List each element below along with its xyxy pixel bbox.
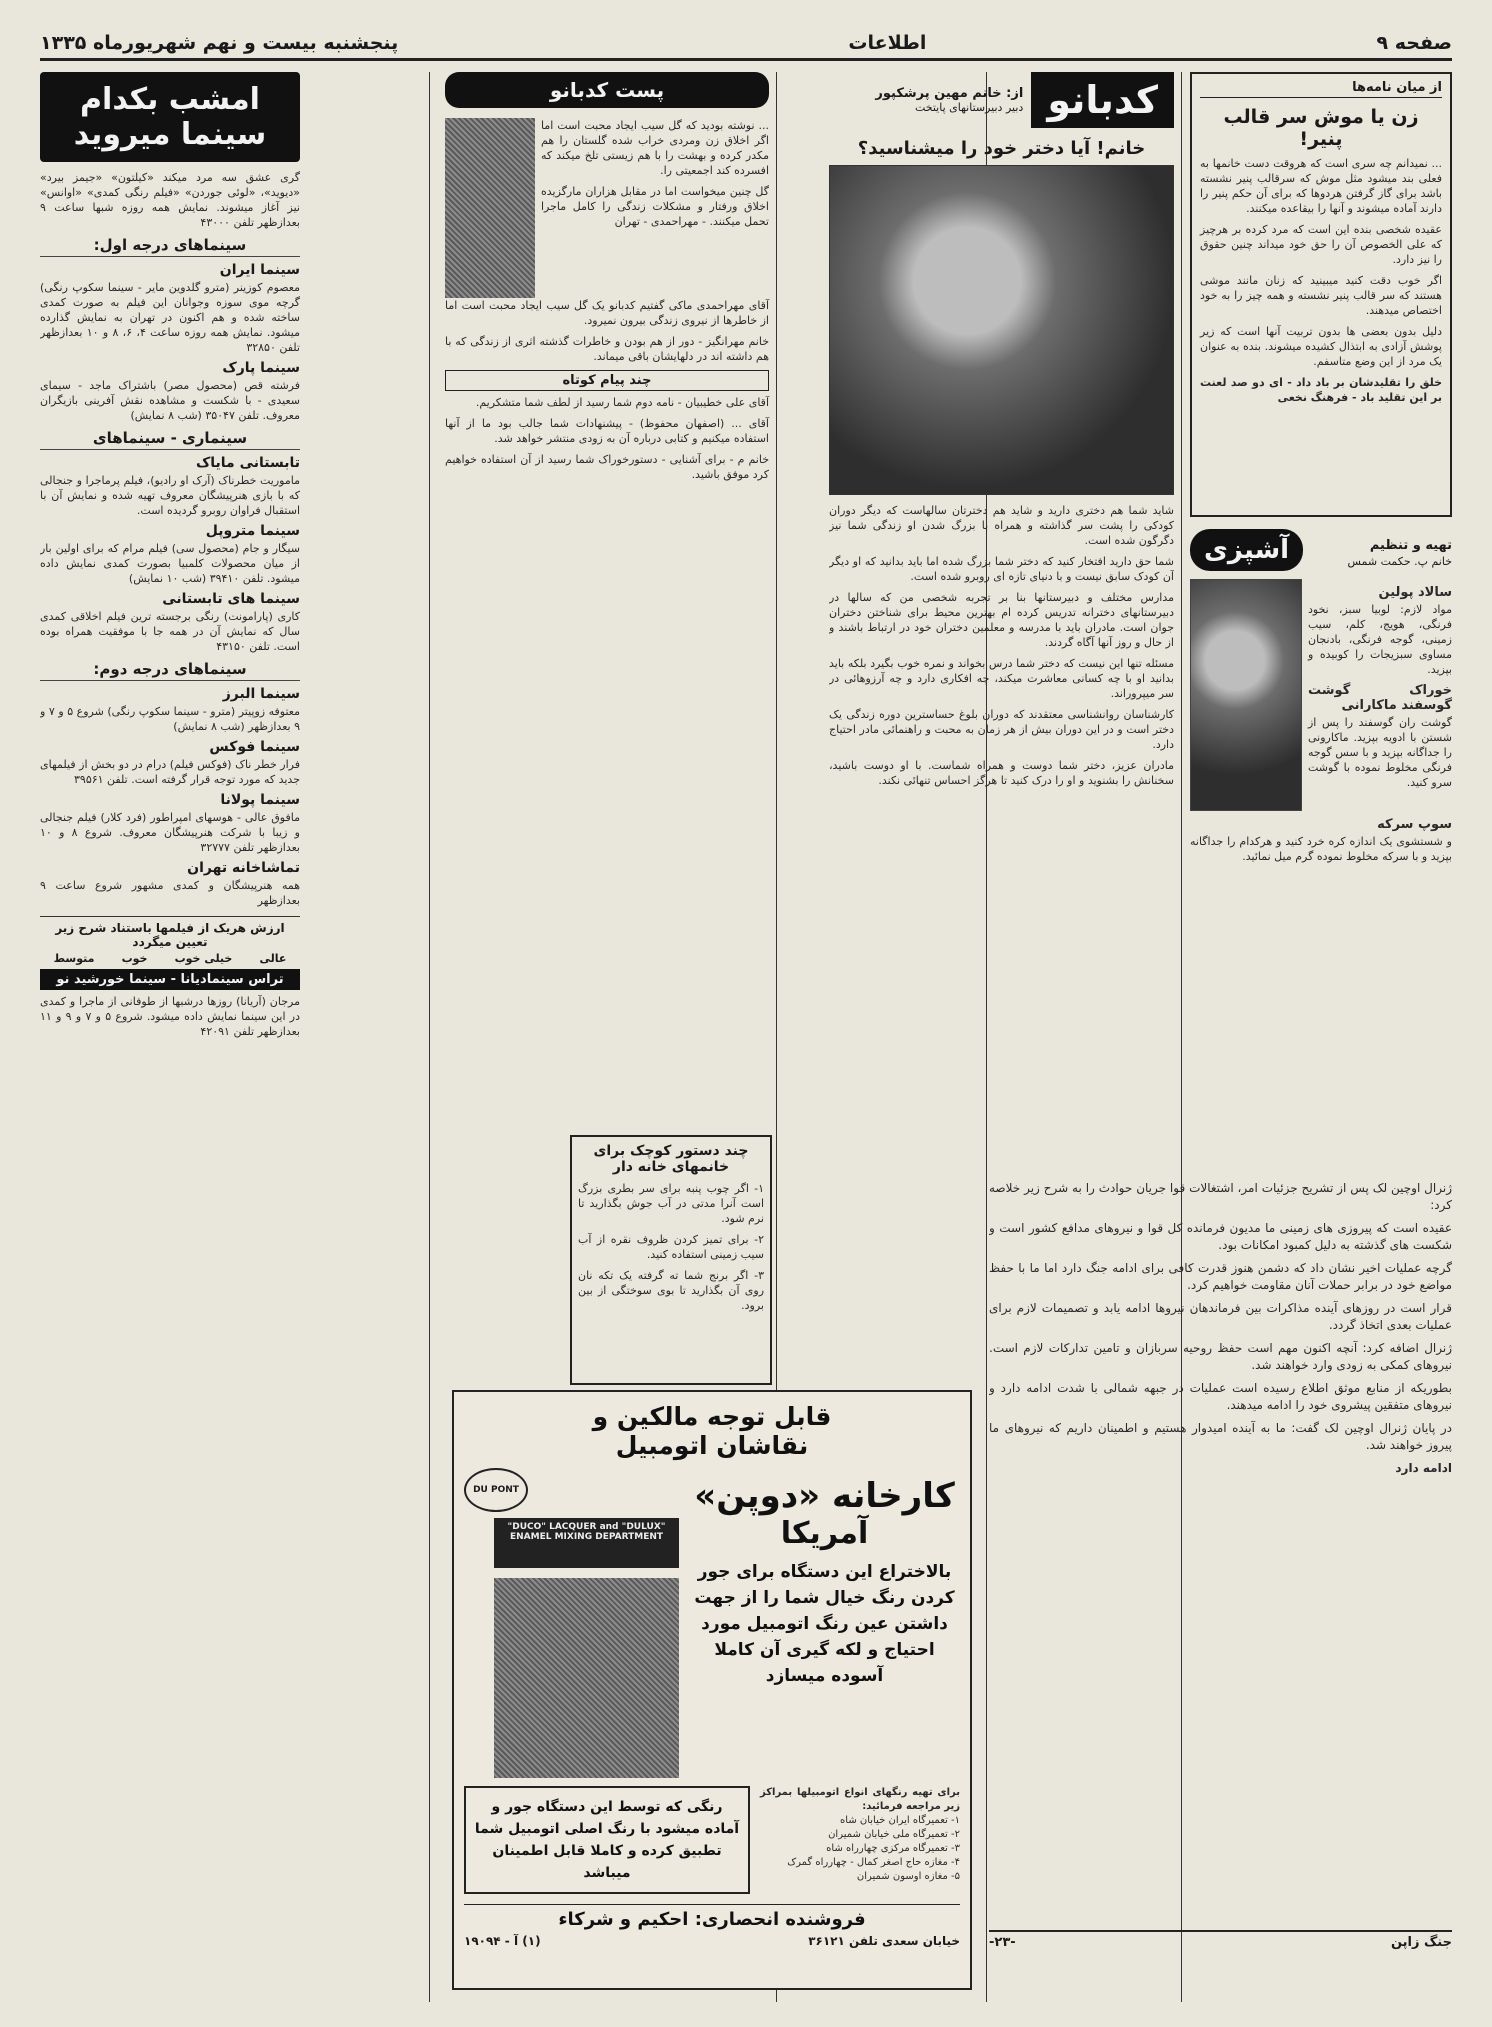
ad-brand: کارخانه «دوپن»: [694, 1476, 955, 1516]
recipe-author: خانم پ. حکمت شمس: [1347, 555, 1452, 568]
rating-col: خیلی خوب: [174, 952, 233, 965]
katbanoo-paragraph: مسئله تنها این نیست که دختر شما درس بخواند و نمره خوب بگیرد بلکه باید بدانید او با چه کسانی معاشرت میکند، چه افکاری دارد و چه آرزوهائی در سر میپروراند.: [829, 657, 1174, 700]
dupont-ad: [452, 1390, 972, 1990]
cinema-name: سینما های تابستانی: [162, 591, 300, 607]
news-column: [989, 1180, 1452, 1960]
news-footer-number: -۲۳-: [989, 1935, 1016, 1950]
cinema-name: سینما البرز: [222, 686, 300, 702]
katbanoo-byline-block: [875, 86, 1023, 114]
recipe-row: [1190, 579, 1452, 811]
rating-col: عالی: [259, 952, 287, 965]
news-footer: [989, 1930, 1452, 1950]
post-letters-more: [445, 298, 769, 364]
dish-name: سوپ سرکه: [1377, 817, 1452, 832]
recipe-logo: آشپزی: [1190, 529, 1303, 571]
paper-name: اطلاعات: [848, 32, 927, 54]
cinema-banner: امشب بکدام سینما میروید: [40, 72, 300, 162]
tips-box: [570, 1135, 772, 1385]
letters-paragraph: ... نمیدانم چه سری است که هروقت دست خانمها به فعلی بند میشود مثل موش که سرقالب پنیر نشسته باشد برای گاز گرفتن هردوها که برای آن حکم پنیر را دارند آماده میشوند و آنها را بیقاعده میکنند.: [1200, 157, 1442, 215]
cinema-section-title: سینماهای درجه اول:: [40, 236, 300, 257]
tip-item: ۱- اگر چوب پنبه برای سر بطری بزرگ است آنرا مدتی در آب جوش بگذارید تا نرم شود.: [578, 1182, 764, 1225]
dealer-item: ۱- تعمیرگاه ایران خیابان شاه: [840, 1815, 960, 1826]
cinema-name: سینما پولانا: [220, 792, 300, 808]
news-paragraph: ژنرال اضافه کرد: آنچه اکنون مهم است حفظ روحیه سربازان و تامین تدارکات لازم است. نیروهای کمکی به زودی وارد خواهند شد.: [989, 1341, 1452, 1372]
issue-date: پنجشنبه بیست و نهم شهریورماه ۱۳۳۵: [40, 32, 399, 54]
ad-seller: فروشنده انحصاری: احکیم و شرکاء: [464, 1904, 960, 1930]
letters-paragraph: عقیده شخصی بنده این است که مرد کرده بر هرچیز که علی الخصوص آن را حق خود میداند چنین حقوق را نیز دارد.: [1200, 223, 1442, 266]
rating-col: متوسط: [53, 952, 95, 965]
cinema-text: کاری (پارامونت) رنگی برجسته ترین فیلم اخلاقی کمدی سال که نمایش آن در همه جا با موفقیت همراه بوده است. تلفن ۴۳۱۵۰: [40, 610, 300, 653]
cinema-column: [40, 72, 300, 2002]
news-paragraph: گرچه عملیات اخیر نشان داد که دشمن هنوز قدرت کافی برای ادامه جنگ دارد اما ما با حفظ مواضع خود در برابر حملات آنان مقاومت خواهیم کرد.: [989, 1261, 1452, 1292]
post-letter: [541, 118, 769, 298]
post-paragraph: خانم م - برای آشنایی - دستورخوراک شما رسید از آن استفاده خواهیم کرد موفق باشید.: [445, 453, 769, 481]
lower-cinema-text: مرجان (آریانا) روزها درشبها از طوفانی از ماجرا و کمدی در این سینما نمایش داده میشود. شروع ۵ و ۷ و ۹ و ۱۱ بعدازظهر تلفن ۴۲۰۹۱: [40, 995, 300, 1038]
cinema-name: تماشاخانه تهران: [187, 860, 300, 876]
ad-footer-row: [464, 1934, 960, 1948]
katbanoo-headline: خانم! آیا دختر خود را میشناسید؟: [857, 138, 1146, 159]
dish-text: مواد لازم: لوبیا سبز، نخود فرنگی، هویج، کلم، سیب زمینی، گوجه فرنگی، بادنجان مساوی سبزیجات را کوبیده و بپزید.: [1308, 603, 1452, 676]
short-messages: [445, 395, 769, 482]
machine-sign: [494, 1518, 679, 1568]
news-paragraph: در پایان ژنرال اوچین لک گفت: ما به آینده امیدوار هستیم و اطمینان داریم که نیروهای ما پیروز خواهند شد.: [989, 1421, 1452, 1452]
post-paragraph: آقای علی خطیبیان - نامه دوم شما رسید از لطف شما متشکریم.: [475, 396, 769, 409]
mirror-photo: [829, 165, 1174, 495]
news-paragraph: قرار است در روزهای آینده مذاکرات بین فرماندهان نیروها ادامه یابد و تصمیمات لازم برای عملیات بعدی اتخاذ گردد.: [989, 1301, 1452, 1332]
recipe-header: [1190, 529, 1452, 571]
recipe-dish: [1308, 579, 1452, 811]
machine-sign-text: ENAMEL MIXING DEPARTMENT: [509, 1532, 664, 1542]
page-number: صفحه ۹: [1376, 32, 1452, 54]
cinema-text: معتوفه زوپیتر (مترو - سینما سکوپ رنگی) شروع ۵ و ۷ و ۹ بعدازظهر (شب ۸ نمایش): [40, 705, 300, 733]
right-column: [1190, 72, 1452, 1172]
recipe-heading: تهیه و تنظیم: [1369, 538, 1452, 553]
dealer-item: ۴- مغازه حاج اصغر کمال - چهارراه گمرک: [787, 1857, 960, 1868]
ad-machine-illustration: [464, 1468, 679, 1778]
ad-number: (۱) آ - ۱۹۰۹۴: [464, 1934, 541, 1948]
dish-name: خوراک گوشت گوسفند ماکارانی: [1308, 683, 1452, 713]
katbanoo-sub: دبیر دبیرستانهای پایتخت: [914, 101, 1024, 114]
katbanoo-paragraph: کارشناسان روانشناسی معتقدند که دوران بلوغ حساسترین دوره زندگی یک دختر است و در این دوران بیش از هر زمان به محبت و راهنمائی مادر احتیاج دارد.: [829, 708, 1174, 751]
dealers-heading: برای تهیه رنگهای انواع اتومبیلها بمراکز زیر مراجعه فرمائید:: [760, 1787, 960, 1812]
news-paragraph: بطوریکه از منابع موثق اطلاع رسیده است عملیات در جبهه شمالی با شدت ادامه دارد و نیروهای متفقین پیشروی خود را ادامه میدهند.: [989, 1381, 1452, 1412]
cinema-name: سینما ایران: [219, 262, 300, 278]
rating-table-header: ارزش هریک از فیلمها باستناد شرح زیر تعیین میگردد: [40, 916, 300, 949]
news-footer-name: جنگ زاپن: [1390, 1935, 1452, 1950]
cinema-name: تابستانی مایاک: [195, 455, 300, 471]
recipe-woman-illustration: [1190, 579, 1302, 811]
ad-brand-block: [689, 1468, 960, 1778]
short-messages-heading: چند پیام کوتاه: [445, 370, 769, 391]
post-paragraph: گل چنین میخواست اما در مقابل هزاران مارگزیده اخلاق ورفتار و مشکلات زندگی را کامل ماجرا تحمل میکنند. - مهراحمدی - تهران: [541, 185, 769, 228]
cinema-text: معصوم کوزینر (مترو گلدوین مایر - سینما سکوپ رنگی) گرچه موی سوزه وجوانان این فیلم به صورت کمدی ساخته شده و هم اکنون در تهران به نمایش گذارده میشود. نمایش همه روزه ساعت ۴، ۶، ۸ و ۱۰ بعدازظهر تلفن ۳۲۸۵۰: [40, 281, 300, 354]
cinema-name: سینما فوکس: [209, 739, 300, 755]
post-paragraph: ... نوشته بودید که گل سیب ایجاد محبت است اما اگر اخلاق زن ومردی خراب شده گلستان را هم مکدر کرده و بهشت را با هم زیستی تلخ میکند که افسرده کند اجمعیتی را.: [541, 119, 769, 177]
news-paragraph: عقیده است که پیروزی های زمینی ما مدیون فرمانده کل قوا و نیروهای مدافع کشور است و شکست های گذشته به دلیل کمبود امکانات بود.: [989, 1221, 1452, 1252]
post-paragraph: آقای ... (اصفهان محفوظ) - پیشنهادات شما جالب بود ما از آنها استفاده میکنیم و کتابی درباره آن به زودی منتشر خواهد شد.: [445, 417, 769, 445]
katbanoo-logo: کدبانو: [1031, 72, 1174, 128]
katbanoo-photo: [829, 165, 1174, 495]
post-paragraph: آقای مهراحمدی ماکی گفتیم کدبانو یک گل سیب ایجاد محبت است اما از خاطرها از نیروی زندگی بیرون نمیرود.: [445, 299, 769, 327]
tips-list: [578, 1181, 764, 1313]
letters-paragraph: دلیل بدون بعضی ها بدون تربیت آنها است که زیر پوشش آزادی به ابتذال کشیده میشوند. بنده به عنوان یک مرد از این وضع متاسفم.: [1200, 325, 1442, 368]
katbanoo-paragraph: شاید شما هم دختری دارید و شاید هم دخترتان سالهاست که دیگر دوران کودکی را پشت سر گذاشته و همراه با بزرگ شدن او زندگی شما نیز دگرگون شده است.: [829, 504, 1174, 547]
writer-illustration: [445, 118, 535, 298]
ad-guarantee-box: رنگی که توسط این دستگاه جور و آماده میشود با رنگ اصلی اتومبیل شما تطبیق کرده و کاملا قابل اطمینان میباشد: [464, 1786, 750, 1894]
rating-col: خوب: [121, 952, 148, 965]
cinema-text: ماموریت خطرناک (آرک او رادیو)، فیلم پرماجرا و جنجالی که با بازی هنرپیشگان معروف تهیه شده و نمایش آن با استقبال فراوان روبرو گردیده است.: [40, 474, 300, 517]
lower-cinema-heading: تراس سینمادیانا - سینما خورشید نو: [40, 969, 300, 990]
cinema-text: سیگار و جام (محصول سی) فیلم مرام که برای اولین بار از میان محصولات کلمبیا بصورت کمدی نمایش داده میشود. تلفن ۳۹۴۱۰ (شب ۱۰ نمایش): [40, 542, 300, 585]
katbanoo-paragraph: شما حق دارید افتخار کنید که دختر شما بزرگ شده اما باید بدانید که او دیگر آن کودک سابق نیست و با دنیای تازه ای روبرو شده است.: [829, 555, 1174, 583]
news-paragraph: ژنرال اوچین لک پس از تشریح جزئیات امر، اشتغالات قوا جریان حوادث را به شرح زیر خلاصه کرد:: [989, 1181, 1452, 1212]
dealer-item: ۲- تعمیرگاه ملی خیابان شمیران: [828, 1829, 960, 1840]
post-paragraph: خانم مهرانگیز - دور از هم بودن و خاطرات گذشته اثری از زندگی که با هم داشته اند در دلهایشان باقی میماند.: [445, 335, 769, 363]
cinema-section-title: سینماهای درجه دوم:: [40, 660, 300, 681]
post-column: [437, 72, 777, 1152]
news-paragraph: ادامه دارد: [1395, 1461, 1452, 1475]
cinema-intro: گری عشق سه مرد میکند «کیلتون» «جیمز بیرد» «دیوید»، «لوئی جوردن» «فیلم رنگی کمدی» «اوانس» نیز آغاز میشوند. نمایش همه روزه شبها ساعت ۹ بعدازظهر تلفن ۴۳۰۰۰: [40, 171, 300, 229]
dealer-item: ۵- مغازه اوسون شمیران: [856, 1871, 960, 1882]
letters-headline: زن یا موش سر قالب پنیر!: [1223, 106, 1419, 150]
machine-shelves: [494, 1578, 679, 1778]
letters-body: [1200, 156, 1442, 405]
ad-dealers: [760, 1786, 960, 1894]
cinema-name: سینما پارک: [222, 360, 300, 376]
cinema-text: فرشته قص (محصول مصر) باشتراک ماجد - سیمای سعیدی - با شکست و مشاهده نقش آفرینی بازیگران معروف. تلفن ۳۵۰۴۷ (شب ۸ نمایش): [40, 379, 300, 422]
dish-text: و شستشوی یک اندازه کره خرد کنید و هرکدام را جداگانه بپزید و با سرکه مخلوط نموده گرم میل نمائید.: [1190, 835, 1452, 863]
ad-claim: بالاختراع این دستگاه برای جور کردن رنگ خیال شما را از جهت داشتن عین رنگ اتومبیل مورد احتیاج و لکه گیری آن کاملا آسوده میسازد: [694, 1562, 955, 1686]
cinema-section-title: سینماری - سینماهای: [40, 429, 300, 450]
recipe-dish: [1190, 817, 1452, 864]
tip-item: ۳- اگر برنج شما ته گرفته یک تکه نان روی آن بگذارید تا بوی سوختگی از بین برود.: [578, 1269, 764, 1312]
katbanoo-header: [829, 72, 1174, 128]
letters-paragraph: اگر خوب دقت کنید میبینید که زنان مانند موشی هستند که سر قالب پنیر نشسته و همه چیز را به خود اختصاص میدهند.: [1200, 274, 1442, 317]
ad-address: خیابان سعدی تلفن ۳۶۱۲۱: [808, 1934, 960, 1948]
tips-heading: چند دستور کوچک برای خانمهای خانه دار: [593, 1143, 749, 1175]
ad-top: [464, 1468, 960, 1778]
katbanoo-paragraph: مدارس مختلف و دبیرستانها بنا بر تجربه شخصی من که سالها در دبیرستانهای دخترانه تدریس کرده ام بهترین محیط برای شناختن دختران جوان است. مادران باید با مدرسه و معلمین دختران خود در ارتباط باشند و از حال و روز آنها آگاه گردند.: [829, 591, 1174, 649]
post-intro: [445, 118, 769, 298]
cinema-name: سینما متروپل: [205, 523, 300, 539]
cinema-text: مافوق عالی - هوسهای امپراطور (فرد کلار) فیلم جنجالی و زیبا با شرکت هنرپیشگان معروف. شروع ۸ و ۱۰ بعدازظهر تلفن ۳۲۷۷۷: [40, 811, 300, 854]
katbanoo-byline: از: خانم مهین پرشکپور: [875, 86, 1024, 101]
dish-name: سالاد پولین: [1378, 585, 1452, 600]
masthead: [40, 28, 1452, 61]
post-title: پست کدبانو: [445, 72, 769, 108]
dish-text: گوشت ران گوسفند را پس از شستن با ادویه بپزید. ماکارونی را جداگانه بپزید و با سس گوجه فرنگی مخلوط نموده با گوشت سرو کنید.: [1308, 716, 1452, 789]
katbanoo-paragraph: مادران عزیز، دختر شما دوست و همراه شماست. با او دوست باشید، سخنانش را بشنوید و او را درک کنید تا هرگز احساس تنهائی نکند.: [829, 759, 1174, 787]
column-rule: [429, 72, 430, 2002]
cinema-text: فرار خطر ناک (فوکس فیلم) درام در دو بخش از فیلمهای جدید که مورد توجه قرار گرفته است. تلفن ۳۹۵۶۱: [40, 758, 300, 786]
katbanoo-body: [829, 503, 1174, 788]
ad-bottom: [464, 1786, 960, 1894]
ad-country: آمریکا: [780, 1516, 869, 1551]
letters-tag: از میان نامه‌ها: [1200, 80, 1442, 98]
rating-table-cols: [40, 952, 300, 965]
cinema-text: همه هنرپیشگان و کمدی مشهور شروع ساعت ۹ بعدازظهر: [40, 879, 300, 907]
recipe-credits: [1347, 532, 1452, 568]
news-body: [989, 1180, 1452, 1477]
tip-item: ۲- برای تمیز کردن ظروف نقره از آب سیب زمینی استفاده کنید.: [578, 1233, 764, 1261]
ad-headline-1: قابل توجه مالکین و: [592, 1402, 832, 1431]
machine-brand: "DUCO" LACQUER and "DULUX": [507, 1522, 666, 1532]
letters-paragraph: خلق را تقلیدشان بر باد داد - ای دو صد لعنت بر این تقلید باد - فرهنگ نخعی: [1200, 376, 1442, 404]
dealer-item: ۳- تعمیرگاه مرکزی چهارراه شاه: [826, 1843, 960, 1854]
katbanoo-feature: [829, 72, 1174, 1152]
ad-headline-2: نقاشان اتومبیل: [615, 1431, 809, 1460]
dupont-logo: DU PONT: [464, 1468, 528, 1512]
letters-box: [1190, 72, 1452, 517]
